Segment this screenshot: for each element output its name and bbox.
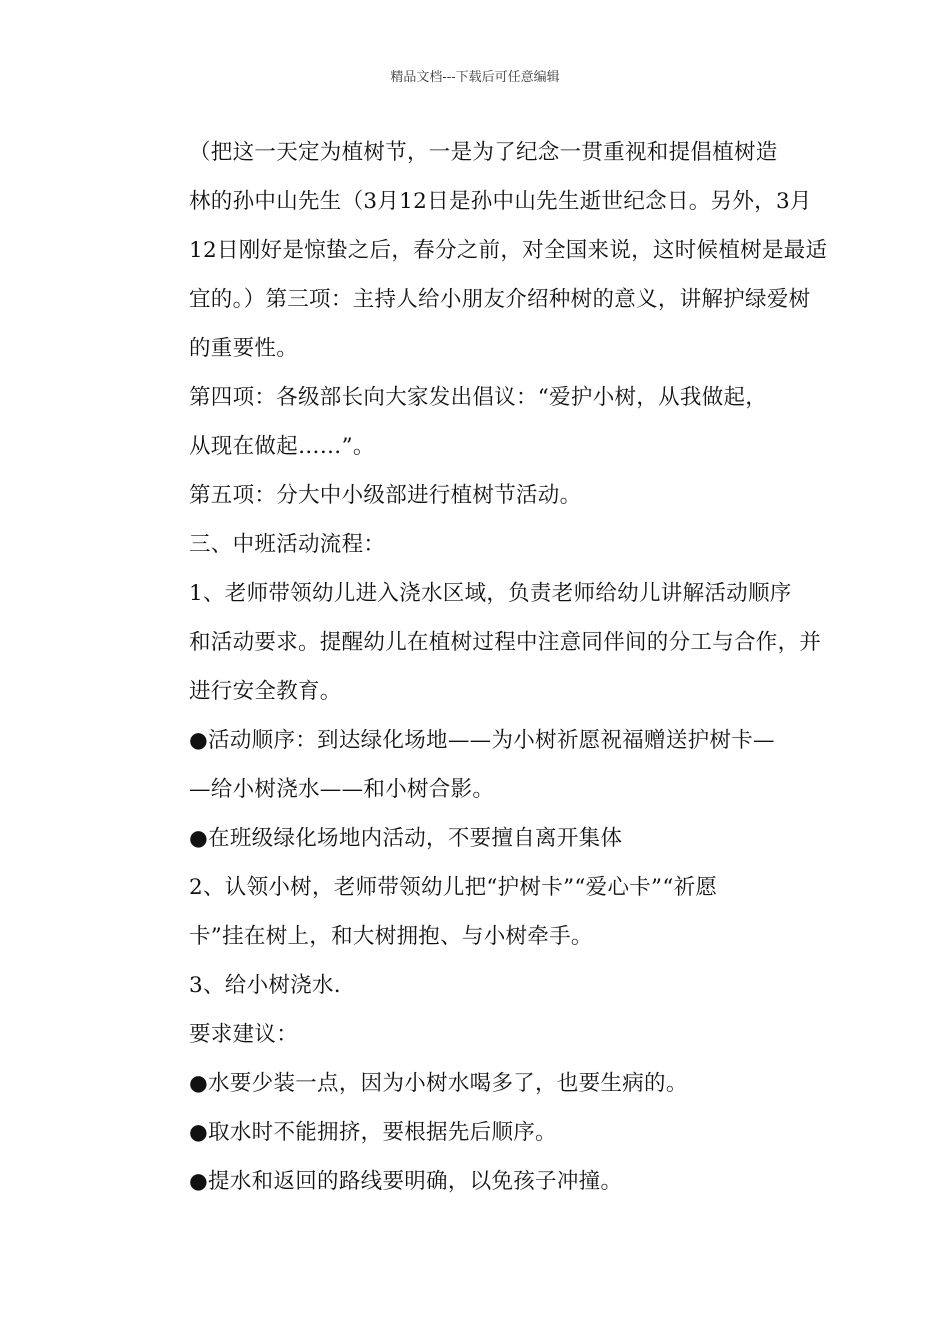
text-line: ●取水时不能拥挤，要根据先后顺序。	[189, 1120, 557, 1145]
paragraph	[144, 863, 808, 961]
text-line: ●在班级绿化场地内活动，不要擅自离开集体	[189, 826, 623, 851]
paragraph	[144, 471, 808, 520]
text-line: 卡”挂在树上，和大树拥抱、与小树牵手。	[189, 924, 593, 949]
paragraph	[144, 961, 808, 1010]
text-line: 2、认领小树，老师带领幼儿把“护树卡”“爱心卡”“祈愿	[189, 875, 718, 900]
text-line: 第五项：分大中小级部进行植树节活动。	[189, 483, 582, 508]
text-line: 要求建议：	[189, 1022, 299, 1047]
paragraph	[144, 520, 808, 569]
text-line: 1、老师带领幼儿进入浇水区域，负责老师给幼儿讲解活动顺序	[189, 581, 792, 606]
paragraph	[144, 1157, 808, 1206]
text-line: 的重要性。	[189, 336, 299, 361]
text-line: 进行安全教育。	[189, 679, 342, 704]
text-line: （把这一天定为植树节，一是为了纪念一贯重视和提倡植树造	[189, 140, 778, 165]
text-line: ●水要少装一点，因为小树水喝多了，也要生病的。	[189, 1071, 688, 1096]
text-line: 宜的。）第三项：主持人给小朋友介绍种树的意义，讲解护绿爱树	[189, 287, 811, 312]
text-line: 3、给小树浇水.	[189, 973, 341, 998]
text-line: 三、中班活动流程：	[189, 532, 386, 557]
page-header: 精品文档---下载后可任意编辑	[390, 70, 560, 85]
text-line: ●活动顺序：到达绿化场地——为小树祈愿祝福赠送护树卡—	[189, 728, 775, 753]
text-line: 从现在做起……”。	[189, 434, 375, 459]
paragraph	[144, 569, 822, 716]
paragraph	[144, 1059, 808, 1108]
paragraph	[144, 814, 808, 863]
document-body	[144, 128, 828, 1206]
paragraph	[144, 128, 828, 373]
text-line: 和活动要求。提醒幼儿在植树过程中注意同伴间的分工与合作，并	[189, 630, 822, 655]
paragraph	[144, 373, 808, 471]
text-line: ●提水和返回的路线要明确，以免孩子冲撞。	[189, 1169, 623, 1194]
text-line: —给小树浇水——和小树合影。	[189, 777, 495, 802]
text-line: 林的孙中山先生（3月12日是孙中山先生逝世纪念日。另外，3月	[189, 189, 812, 214]
paragraph	[144, 716, 808, 814]
paragraph	[144, 1108, 808, 1157]
paragraph	[144, 1010, 808, 1059]
text-line: 12日刚好是惊蛰之后，春分之前，对全国来说，这时候植树是最适	[189, 238, 828, 263]
text-line: 第四项：各级部长向大家发出倡议：“爱护小树，从我做起，	[189, 385, 768, 410]
